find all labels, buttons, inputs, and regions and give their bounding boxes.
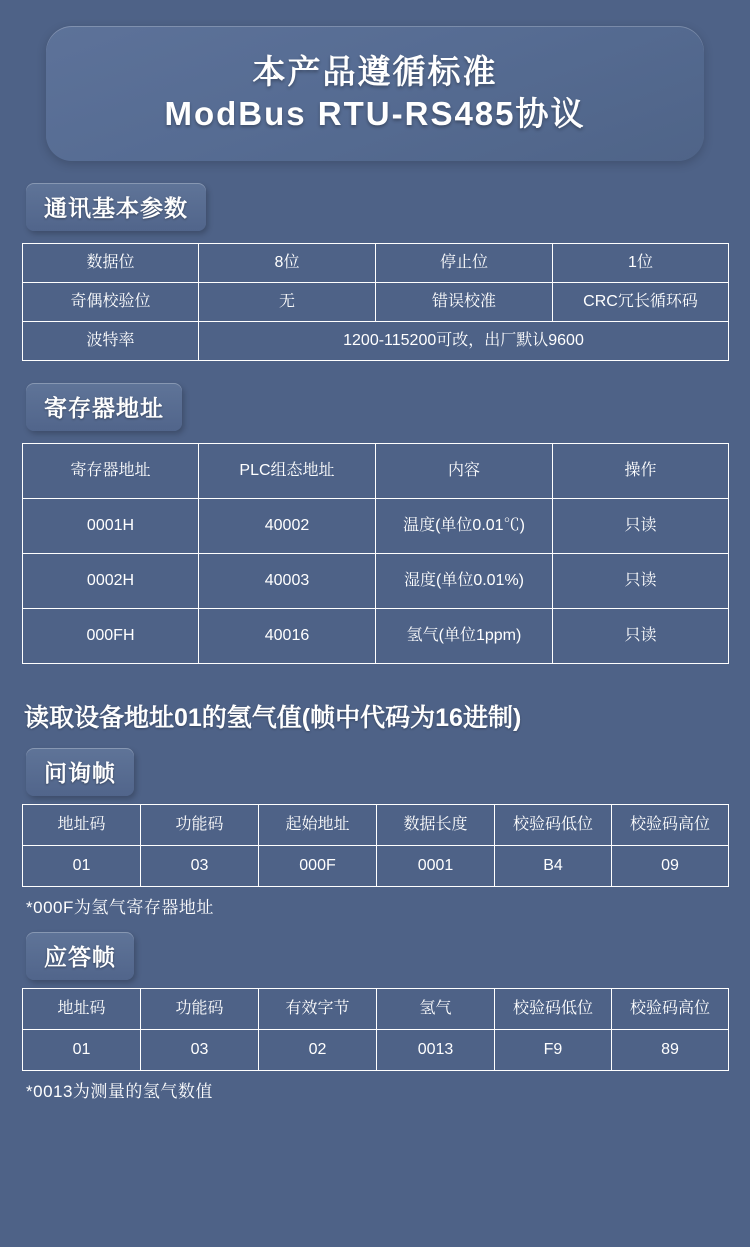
table-row: [23, 1030, 729, 1071]
table-header-row: [23, 989, 729, 1030]
cell-value: 1200-115200可改，出厂默认9600: [199, 322, 729, 361]
column-header: 起始地址: [259, 805, 377, 846]
cell-value: 09: [612, 846, 729, 887]
column-header: 功能码: [141, 989, 259, 1030]
column-header: 地址码: [23, 805, 141, 846]
cell-value: B4: [495, 846, 612, 887]
column-header: 校验码高位: [612, 805, 729, 846]
cell-plc-address: 40003: [199, 554, 376, 609]
table-header-row: [23, 805, 729, 846]
cell-value: 01: [23, 846, 141, 887]
table-row: [23, 322, 729, 361]
cell-label: 数据位: [23, 244, 199, 283]
query-frame-note: *000F为氢气寄存器地址: [26, 898, 214, 917]
table-row: [23, 244, 729, 283]
banner: [46, 26, 704, 161]
comm-section-tag: 通讯基本参数: [26, 183, 206, 231]
cell-value: 8位: [199, 244, 376, 283]
cell-operation: 只读: [553, 609, 729, 664]
query-frame-tag: 问询帧: [26, 748, 134, 796]
reply-frame-tag: 应答帧: [26, 932, 134, 980]
cell-plc-address: 40016: [199, 609, 376, 664]
cell-value: 000F: [259, 846, 377, 887]
cell-address: 000FH: [23, 609, 199, 664]
column-header: 有效字节: [259, 989, 377, 1030]
reply-frame-header: [22, 932, 728, 980]
cell-operation: 只读: [553, 554, 729, 609]
table-row: [23, 283, 729, 322]
cell-value: 无: [199, 283, 376, 322]
cell-value: 02: [259, 1030, 377, 1071]
query-frame-table: [22, 804, 729, 887]
table-row: [23, 846, 729, 887]
cell-operation: 只读: [553, 499, 729, 554]
cell-content: 湿度(单位0.01%): [376, 554, 553, 609]
cell-content: 温度(单位0.01℃): [376, 499, 553, 554]
column-header: 寄存器地址: [23, 444, 199, 499]
banner-title-line2: ModBus RTU-RS485协议: [164, 94, 586, 132]
cell-value: 03: [141, 846, 259, 887]
cell-value: CRC冗长循环码: [553, 283, 729, 322]
column-header: 功能码: [141, 805, 259, 846]
banner-title-line1: 本产品遵循标准: [252, 52, 498, 90]
cell-value: 89: [612, 1030, 729, 1071]
table-row: [23, 499, 729, 554]
register-section-tag: 寄存器地址: [26, 383, 182, 431]
cell-address: 0002H: [23, 554, 199, 609]
cell-content: 氢气(单位1ppm): [376, 609, 553, 664]
cell-label: 奇偶校验位: [23, 283, 199, 322]
column-header: 地址码: [23, 989, 141, 1030]
column-header: PLC组态地址: [199, 444, 376, 499]
column-header: 校验码低位: [495, 805, 612, 846]
comm-section-header: [22, 183, 728, 231]
cell-label: 波特率: [23, 322, 199, 361]
cell-address: 0001H: [23, 499, 199, 554]
register-address-table: [22, 443, 729, 664]
cell-value: 03: [141, 1030, 259, 1071]
cell-label: 停止位: [376, 244, 553, 283]
column-header: 校验码低位: [495, 989, 612, 1030]
table-header-row: [23, 444, 729, 499]
reply-frame-note: *0013为测量的氢气数值: [26, 1082, 213, 1101]
cell-label: 错误校准: [376, 283, 553, 322]
cell-value: F9: [495, 1030, 612, 1071]
column-header: 数据长度: [377, 805, 495, 846]
column-header: 操作: [553, 444, 729, 499]
cell-value: 1位: [553, 244, 729, 283]
column-header: 内容: [376, 444, 553, 499]
communication-params-table: [22, 243, 729, 361]
column-header: 氢气: [377, 989, 495, 1030]
query-frame-header: [22, 748, 728, 796]
reply-frame-table: [22, 988, 729, 1071]
cell-plc-address: 40002: [199, 499, 376, 554]
register-section-header: [22, 383, 728, 431]
cell-value: 0001: [377, 846, 495, 887]
read-hydrogen-heading: 读取设备地址01的氢气值(帧中代码为16进制): [24, 704, 522, 732]
column-header: 校验码高位: [612, 989, 729, 1030]
page-root: [0, 26, 750, 1247]
cell-value: 0013: [377, 1030, 495, 1071]
table-row: [23, 609, 729, 664]
cell-value: 01: [23, 1030, 141, 1071]
table-row: [23, 554, 729, 609]
